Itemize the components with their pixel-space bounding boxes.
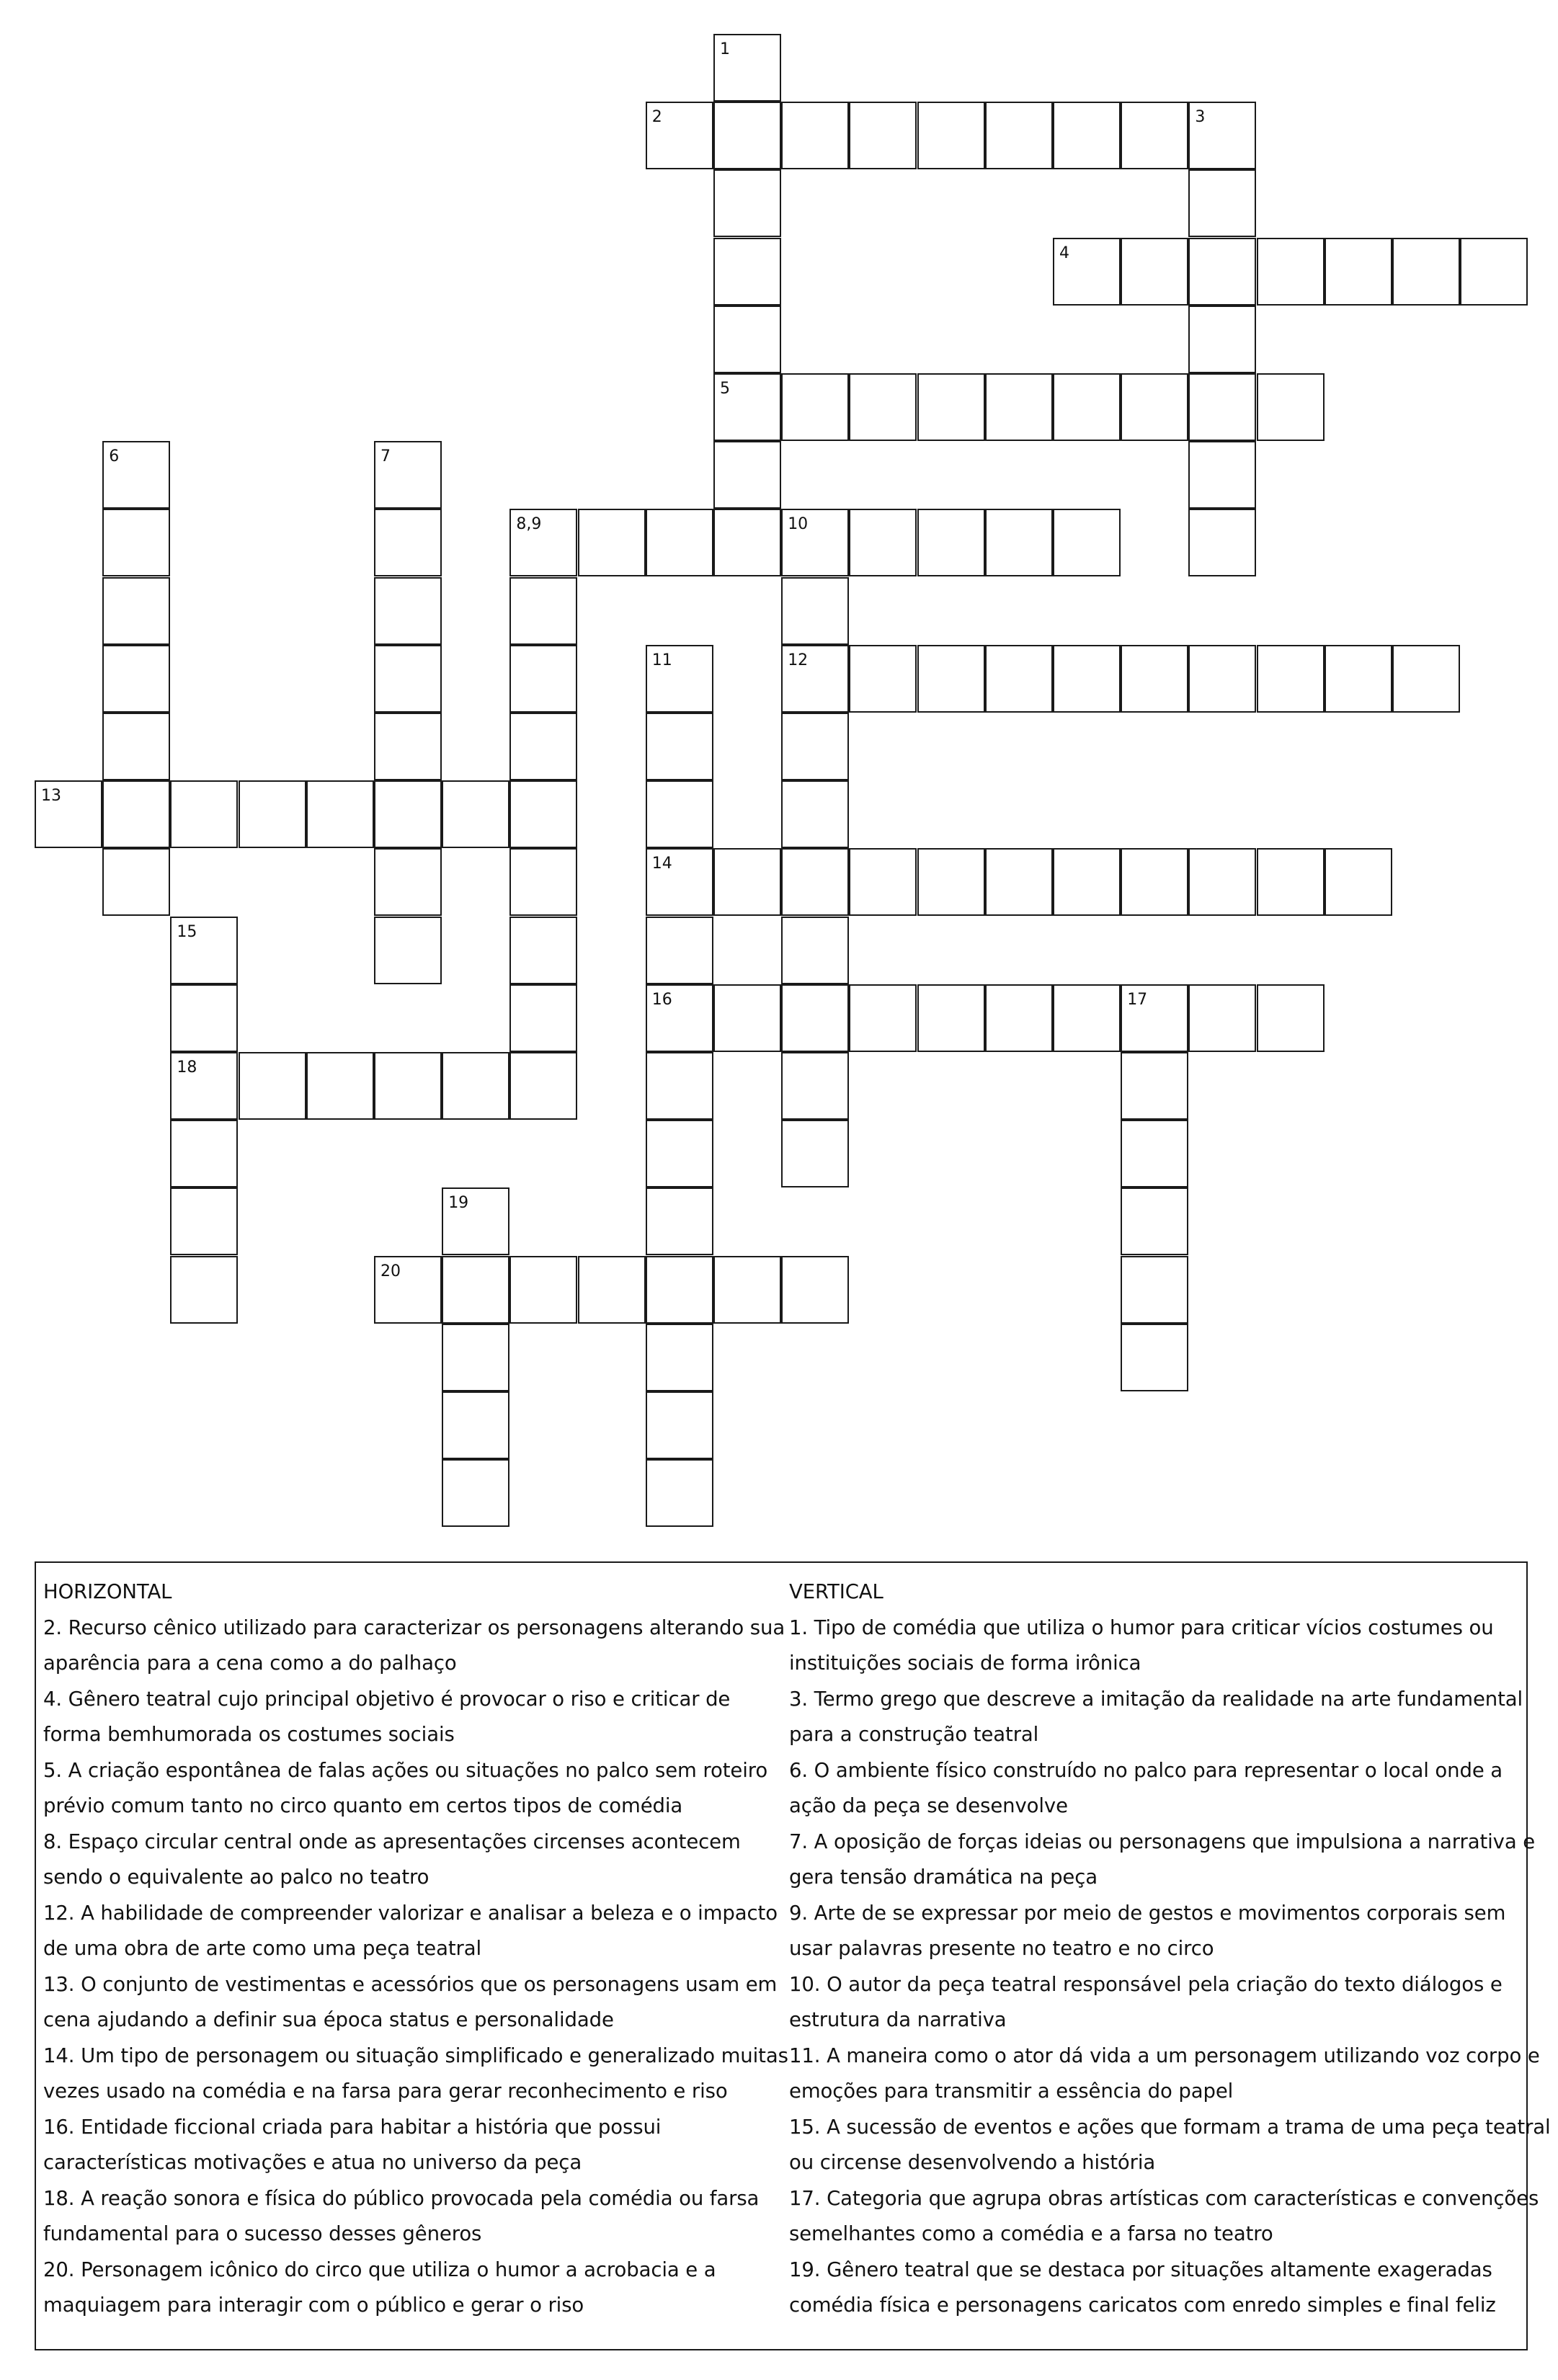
grid-cell[interactable] bbox=[1188, 306, 1256, 373]
grid-cell[interactable] bbox=[713, 509, 781, 576]
grid-cell[interactable] bbox=[1121, 373, 1188, 441]
grid-cell[interactable] bbox=[781, 1256, 849, 1324]
clue-line: comédia física e personagens caricatos com enredo simples e final feliz bbox=[789, 2294, 1496, 2317]
grid-cell[interactable] bbox=[1257, 645, 1325, 713]
grid-cell[interactable] bbox=[374, 917, 442, 984]
grid-cell[interactable] bbox=[374, 848, 442, 916]
clue-number: 13 bbox=[41, 787, 61, 806]
grid-cell[interactable] bbox=[781, 713, 849, 780]
clue-number: 16 bbox=[651, 990, 672, 1009]
clue-line: forma bemhumorada os costumes sociais bbox=[43, 1723, 455, 1746]
grid-cell[interactable] bbox=[509, 577, 577, 645]
grid-cell[interactable] bbox=[102, 577, 170, 645]
clue-line: instituições sociais de forma irônica bbox=[789, 1652, 1141, 1675]
grid-cell[interactable] bbox=[578, 509, 646, 576]
grid-cell[interactable] bbox=[646, 509, 713, 576]
grid-cell[interactable] bbox=[1121, 645, 1188, 713]
clue-line: 19. Gênero teatral que se destaca por situações altamente exageradas bbox=[789, 2258, 1492, 2281]
grid-cell[interactable] bbox=[1325, 645, 1392, 713]
grid-cell[interactable] bbox=[1121, 1324, 1188, 1391]
grid-cell[interactable] bbox=[646, 1120, 713, 1187]
clue-line: maquiagem para interagir com o público e gerar o riso bbox=[43, 2294, 584, 2317]
grid-cell[interactable] bbox=[781, 373, 849, 441]
grid-cell[interactable] bbox=[713, 169, 781, 237]
grid-cell[interactable] bbox=[917, 984, 985, 1052]
grid-cell[interactable] bbox=[239, 780, 306, 848]
horizontal-clue-list bbox=[43, 1610, 788, 2324]
clue-line: 1. Tipo de comédia que utiliza o humor para criticar vícios costumes ou bbox=[789, 1615, 1494, 1639]
grid-cell[interactable] bbox=[646, 1324, 713, 1391]
grid-cell[interactable] bbox=[102, 645, 170, 713]
grid-cell[interactable] bbox=[1188, 169, 1256, 237]
grid-cell[interactable] bbox=[102, 848, 170, 916]
grid-cell[interactable] bbox=[509, 1052, 577, 1120]
grid-cell[interactable] bbox=[1053, 984, 1121, 1052]
grid-cell[interactable] bbox=[985, 102, 1053, 169]
clue-number: 17 bbox=[1127, 990, 1148, 1009]
clue-line: aparência para a cena como a do palhaço bbox=[43, 1652, 457, 1675]
grid-cell[interactable] bbox=[646, 1256, 713, 1324]
grid-cell[interactable] bbox=[442, 1256, 509, 1324]
grid-cell[interactable] bbox=[1257, 373, 1325, 441]
grid-cell[interactable] bbox=[102, 780, 170, 848]
clue-line: características motivações e atua no universo da peça bbox=[43, 2151, 582, 2174]
clue-line: emoções para transmitir a essência do papel bbox=[789, 2080, 1234, 2103]
clue-line: sendo o equivalente ao palco no teatro bbox=[43, 1866, 429, 1889]
clue-line: 15. A sucessão de eventos e ações que formam a trama de uma peça teatral bbox=[789, 2115, 1551, 2139]
grid-cell[interactable] bbox=[374, 780, 442, 848]
grid-cell[interactable] bbox=[1121, 1256, 1188, 1324]
clue-number: 12 bbox=[788, 651, 809, 669]
clue-line: 14. Um tipo de personagem ou situação simplificado e generalizado muitas bbox=[43, 2043, 788, 2067]
grid-cell[interactable] bbox=[170, 780, 238, 848]
grid-cell[interactable] bbox=[1053, 509, 1121, 576]
clue-line: 3. Termo grego que descreve a imitação da realidade na arte fundamental bbox=[789, 1687, 1523, 1711]
grid-cell[interactable] bbox=[1121, 1052, 1188, 1120]
grid-cell[interactable] bbox=[1325, 238, 1392, 306]
clue-line: fundamental para o sucesso desses gêneros bbox=[43, 2222, 482, 2245]
grid-cell[interactable] bbox=[442, 1052, 509, 1120]
grid-cell[interactable] bbox=[1121, 102, 1188, 169]
grid-cell[interactable] bbox=[1257, 848, 1325, 916]
clue-line: 11. A maneira como o ator dá vida a um personagem utilizando voz corpo e bbox=[789, 2043, 1540, 2067]
grid-cell[interactable] bbox=[646, 1391, 713, 1459]
grid-cell[interactable] bbox=[170, 1120, 238, 1187]
grid-cell[interactable] bbox=[781, 102, 849, 169]
grid-cell[interactable] bbox=[713, 441, 781, 509]
clue-line: 16. Entidade ficcional criada para habitar a história que possui bbox=[43, 2115, 662, 2139]
grid-cell[interactable] bbox=[1121, 1187, 1188, 1255]
grid-cell[interactable] bbox=[170, 984, 238, 1052]
grid-cell[interactable] bbox=[781, 917, 849, 984]
clue-line: ou circense desenvolvendo a história bbox=[789, 2151, 1156, 2174]
grid-cell[interactable] bbox=[509, 917, 577, 984]
clue-line: usar palavras presente no teatro e no circo bbox=[789, 1937, 1214, 1960]
clue-number: 4 bbox=[1059, 244, 1069, 262]
grid-cell[interactable] bbox=[713, 306, 781, 373]
clue-line: 6. O ambiente físico construído no palco para representar o local onde a bbox=[789, 1758, 1503, 1782]
clue-line: 9. Arte de se expressar por meio de gestos e movimentos corporais sem bbox=[789, 1901, 1506, 1925]
grid-cell[interactable] bbox=[374, 713, 442, 780]
clue-line: estrutura da narrativa bbox=[789, 2008, 1007, 2031]
clue-number: 7 bbox=[380, 447, 391, 466]
grid-cell[interactable] bbox=[509, 1256, 577, 1324]
clue-number: 10 bbox=[788, 515, 809, 534]
grid-cell[interactable] bbox=[781, 1120, 849, 1187]
grid-cell[interactable] bbox=[985, 509, 1053, 576]
grid-cell[interactable] bbox=[374, 645, 442, 713]
clue-line: 12. A habilidade de compreender valorizar e analisar a beleza e o impacto bbox=[43, 1901, 778, 1925]
grid-cell[interactable] bbox=[713, 848, 781, 916]
grid-cell[interactable] bbox=[1188, 509, 1256, 576]
grid-cell[interactable] bbox=[781, 780, 849, 848]
grid-cell[interactable] bbox=[1188, 848, 1256, 916]
grid-cell[interactable] bbox=[306, 1052, 374, 1120]
grid-cell[interactable] bbox=[1257, 984, 1325, 1052]
clue-line: 10. O autor da peça teatral responsável pela criação do texto diálogos e bbox=[789, 1972, 1503, 1996]
grid-cell[interactable] bbox=[509, 713, 577, 780]
grid-cell[interactable] bbox=[849, 848, 917, 916]
grid-cell[interactable] bbox=[713, 1256, 781, 1324]
grid-cell[interactable] bbox=[442, 780, 509, 848]
grid-cell[interactable] bbox=[985, 373, 1053, 441]
grid-cell[interactable] bbox=[1188, 441, 1256, 509]
grid-cell[interactable] bbox=[1392, 645, 1460, 713]
grid-cell[interactable] bbox=[1121, 238, 1188, 306]
grid-cell[interactable] bbox=[170, 1256, 238, 1324]
grid-cell[interactable] bbox=[849, 984, 917, 1052]
grid-cell[interactable] bbox=[849, 645, 917, 713]
grid-cell[interactable] bbox=[1188, 645, 1256, 713]
grid-cell[interactable] bbox=[917, 509, 985, 576]
grid-cell[interactable] bbox=[1053, 373, 1121, 441]
grid-cell[interactable] bbox=[917, 373, 985, 441]
grid-cell[interactable] bbox=[849, 509, 917, 576]
grid-cell[interactable] bbox=[646, 1052, 713, 1120]
clue-line: cena ajudando a definir sua época status e personalidade bbox=[43, 2008, 614, 2031]
grid-cell[interactable] bbox=[713, 984, 781, 1052]
clue-line: 2. Recurso cênico utilizado para caracterizar os personagens alterando sua bbox=[43, 1615, 785, 1639]
grid-cell[interactable] bbox=[374, 1052, 442, 1120]
grid-cell[interactable] bbox=[781, 577, 849, 645]
grid-cell[interactable] bbox=[374, 577, 442, 645]
clue-line: de uma obra de arte como uma peça teatral bbox=[43, 1937, 482, 1960]
clue-line: gera tensão dramática na peça bbox=[789, 1866, 1098, 1889]
clue-line: 5. A criação espontânea de falas ações ou situações no palco sem roteiro bbox=[43, 1758, 768, 1782]
clue-number: 15 bbox=[177, 922, 197, 941]
clue-number: 11 bbox=[651, 651, 672, 669]
clue-line: 4. Gênero teatral cujo principal objetivo é provocar o riso e criticar de bbox=[43, 1687, 731, 1711]
clue-number: 6 bbox=[109, 447, 120, 466]
grid-cell[interactable] bbox=[1188, 373, 1256, 441]
grid-cell[interactable] bbox=[1257, 238, 1325, 306]
grid-cell[interactable] bbox=[985, 984, 1053, 1052]
grid-cell[interactable] bbox=[646, 1459, 713, 1527]
clue-number: 1 bbox=[720, 40, 730, 58]
clue-number: 8,9 bbox=[516, 515, 542, 534]
grid-cell[interactable] bbox=[917, 102, 985, 169]
grid-cell[interactable] bbox=[1053, 848, 1121, 916]
grid-cell[interactable] bbox=[306, 780, 374, 848]
grid-cell[interactable] bbox=[578, 1256, 646, 1324]
grid-cell[interactable] bbox=[509, 984, 577, 1052]
grid-cell[interactable] bbox=[985, 645, 1053, 713]
grid-cell[interactable] bbox=[917, 848, 985, 916]
clue-number: 5 bbox=[720, 380, 730, 398]
grid-cell[interactable] bbox=[1053, 645, 1121, 713]
clue-number: 3 bbox=[1195, 108, 1206, 127]
grid-cell[interactable] bbox=[1325, 848, 1392, 916]
grid-cell[interactable] bbox=[985, 848, 1053, 916]
vertical-title: VERTICAL bbox=[789, 1580, 883, 1603]
clue-line: 17. Categoria que agrupa obras artísticas com características e convenções bbox=[789, 2186, 1539, 2210]
horizontal-title: HORIZONTAL bbox=[43, 1580, 172, 1603]
grid-cell[interactable] bbox=[849, 102, 917, 169]
clue-line: 13. O conjunto de vestimentas e acessórios que os personagens usam em bbox=[43, 1972, 778, 1996]
clue-line: semelhantes como a comédia e a farsa no teatro bbox=[789, 2222, 1273, 2245]
grid-cell[interactable] bbox=[1121, 848, 1188, 916]
grid-cell[interactable] bbox=[781, 1052, 849, 1120]
clue-line: prévio comum tanto no circo quanto em certos tipos de comédia bbox=[43, 1794, 683, 1817]
grid-cell[interactable] bbox=[509, 780, 577, 848]
grid-cell[interactable] bbox=[1188, 238, 1256, 306]
grid-cell[interactable] bbox=[442, 1324, 509, 1391]
grid-cell[interactable] bbox=[442, 1391, 509, 1459]
clue-number: 2 bbox=[651, 108, 662, 127]
clue-number: 14 bbox=[651, 855, 672, 873]
clue-line: 8. Espaço circular central onde as apresentações circenses acontecem bbox=[43, 1829, 741, 1853]
grid-cell[interactable] bbox=[509, 645, 577, 713]
clue-number: 19 bbox=[448, 1194, 469, 1213]
grid-cell[interactable] bbox=[170, 1187, 238, 1255]
clues-box bbox=[35, 1561, 1551, 2350]
grid-cell[interactable] bbox=[646, 713, 713, 780]
grid-cell[interactable] bbox=[781, 984, 849, 1052]
grid-cell[interactable] bbox=[442, 1459, 509, 1527]
clue-line: 20. Personagem icônico do circo que utiliza o humor a acrobacia e a bbox=[43, 2258, 716, 2281]
clue-line: 18. A reação sonora e física do público provocada pela comédia ou farsa bbox=[43, 2186, 760, 2210]
grid-cell[interactable] bbox=[509, 848, 577, 916]
grid-cell[interactable] bbox=[849, 373, 917, 441]
grid-cell[interactable] bbox=[646, 780, 713, 848]
clue-line: 7. A oposição de forças ideias ou personagens que impulsiona a narrativa e bbox=[789, 1829, 1536, 1853]
grid-cell[interactable] bbox=[646, 917, 713, 984]
grid-cell[interactable] bbox=[1188, 984, 1256, 1052]
horizontal-clues bbox=[43, 1574, 788, 2324]
vertical-clue-list bbox=[789, 1610, 1551, 2324]
grid-cell[interactable] bbox=[239, 1052, 306, 1120]
grid-cell[interactable] bbox=[1121, 1120, 1188, 1187]
grid-cell[interactable] bbox=[917, 645, 985, 713]
grid-cell[interactable] bbox=[1460, 238, 1528, 306]
grid-cell[interactable] bbox=[713, 102, 781, 169]
grid-cell[interactable] bbox=[781, 848, 849, 916]
clue-line: para a construção teatral bbox=[789, 1723, 1039, 1746]
clue-number: 20 bbox=[380, 1262, 401, 1280]
clue-line: vezes usado na comédia e na farsa para gerar reconhecimento e riso bbox=[43, 2080, 728, 2103]
clue-line: ação da peça se desenvolve bbox=[789, 1794, 1068, 1817]
grid-cell[interactable] bbox=[102, 509, 170, 576]
grid-cell[interactable] bbox=[646, 1187, 713, 1255]
grid-cell[interactable] bbox=[374, 509, 442, 576]
vertical-clues bbox=[789, 1574, 1551, 2324]
grid-cell[interactable] bbox=[713, 238, 781, 306]
grid-cell[interactable] bbox=[102, 713, 170, 780]
grid-cell[interactable] bbox=[1053, 102, 1121, 169]
clue-number: 18 bbox=[177, 1058, 197, 1077]
grid-cell[interactable] bbox=[1392, 238, 1460, 306]
